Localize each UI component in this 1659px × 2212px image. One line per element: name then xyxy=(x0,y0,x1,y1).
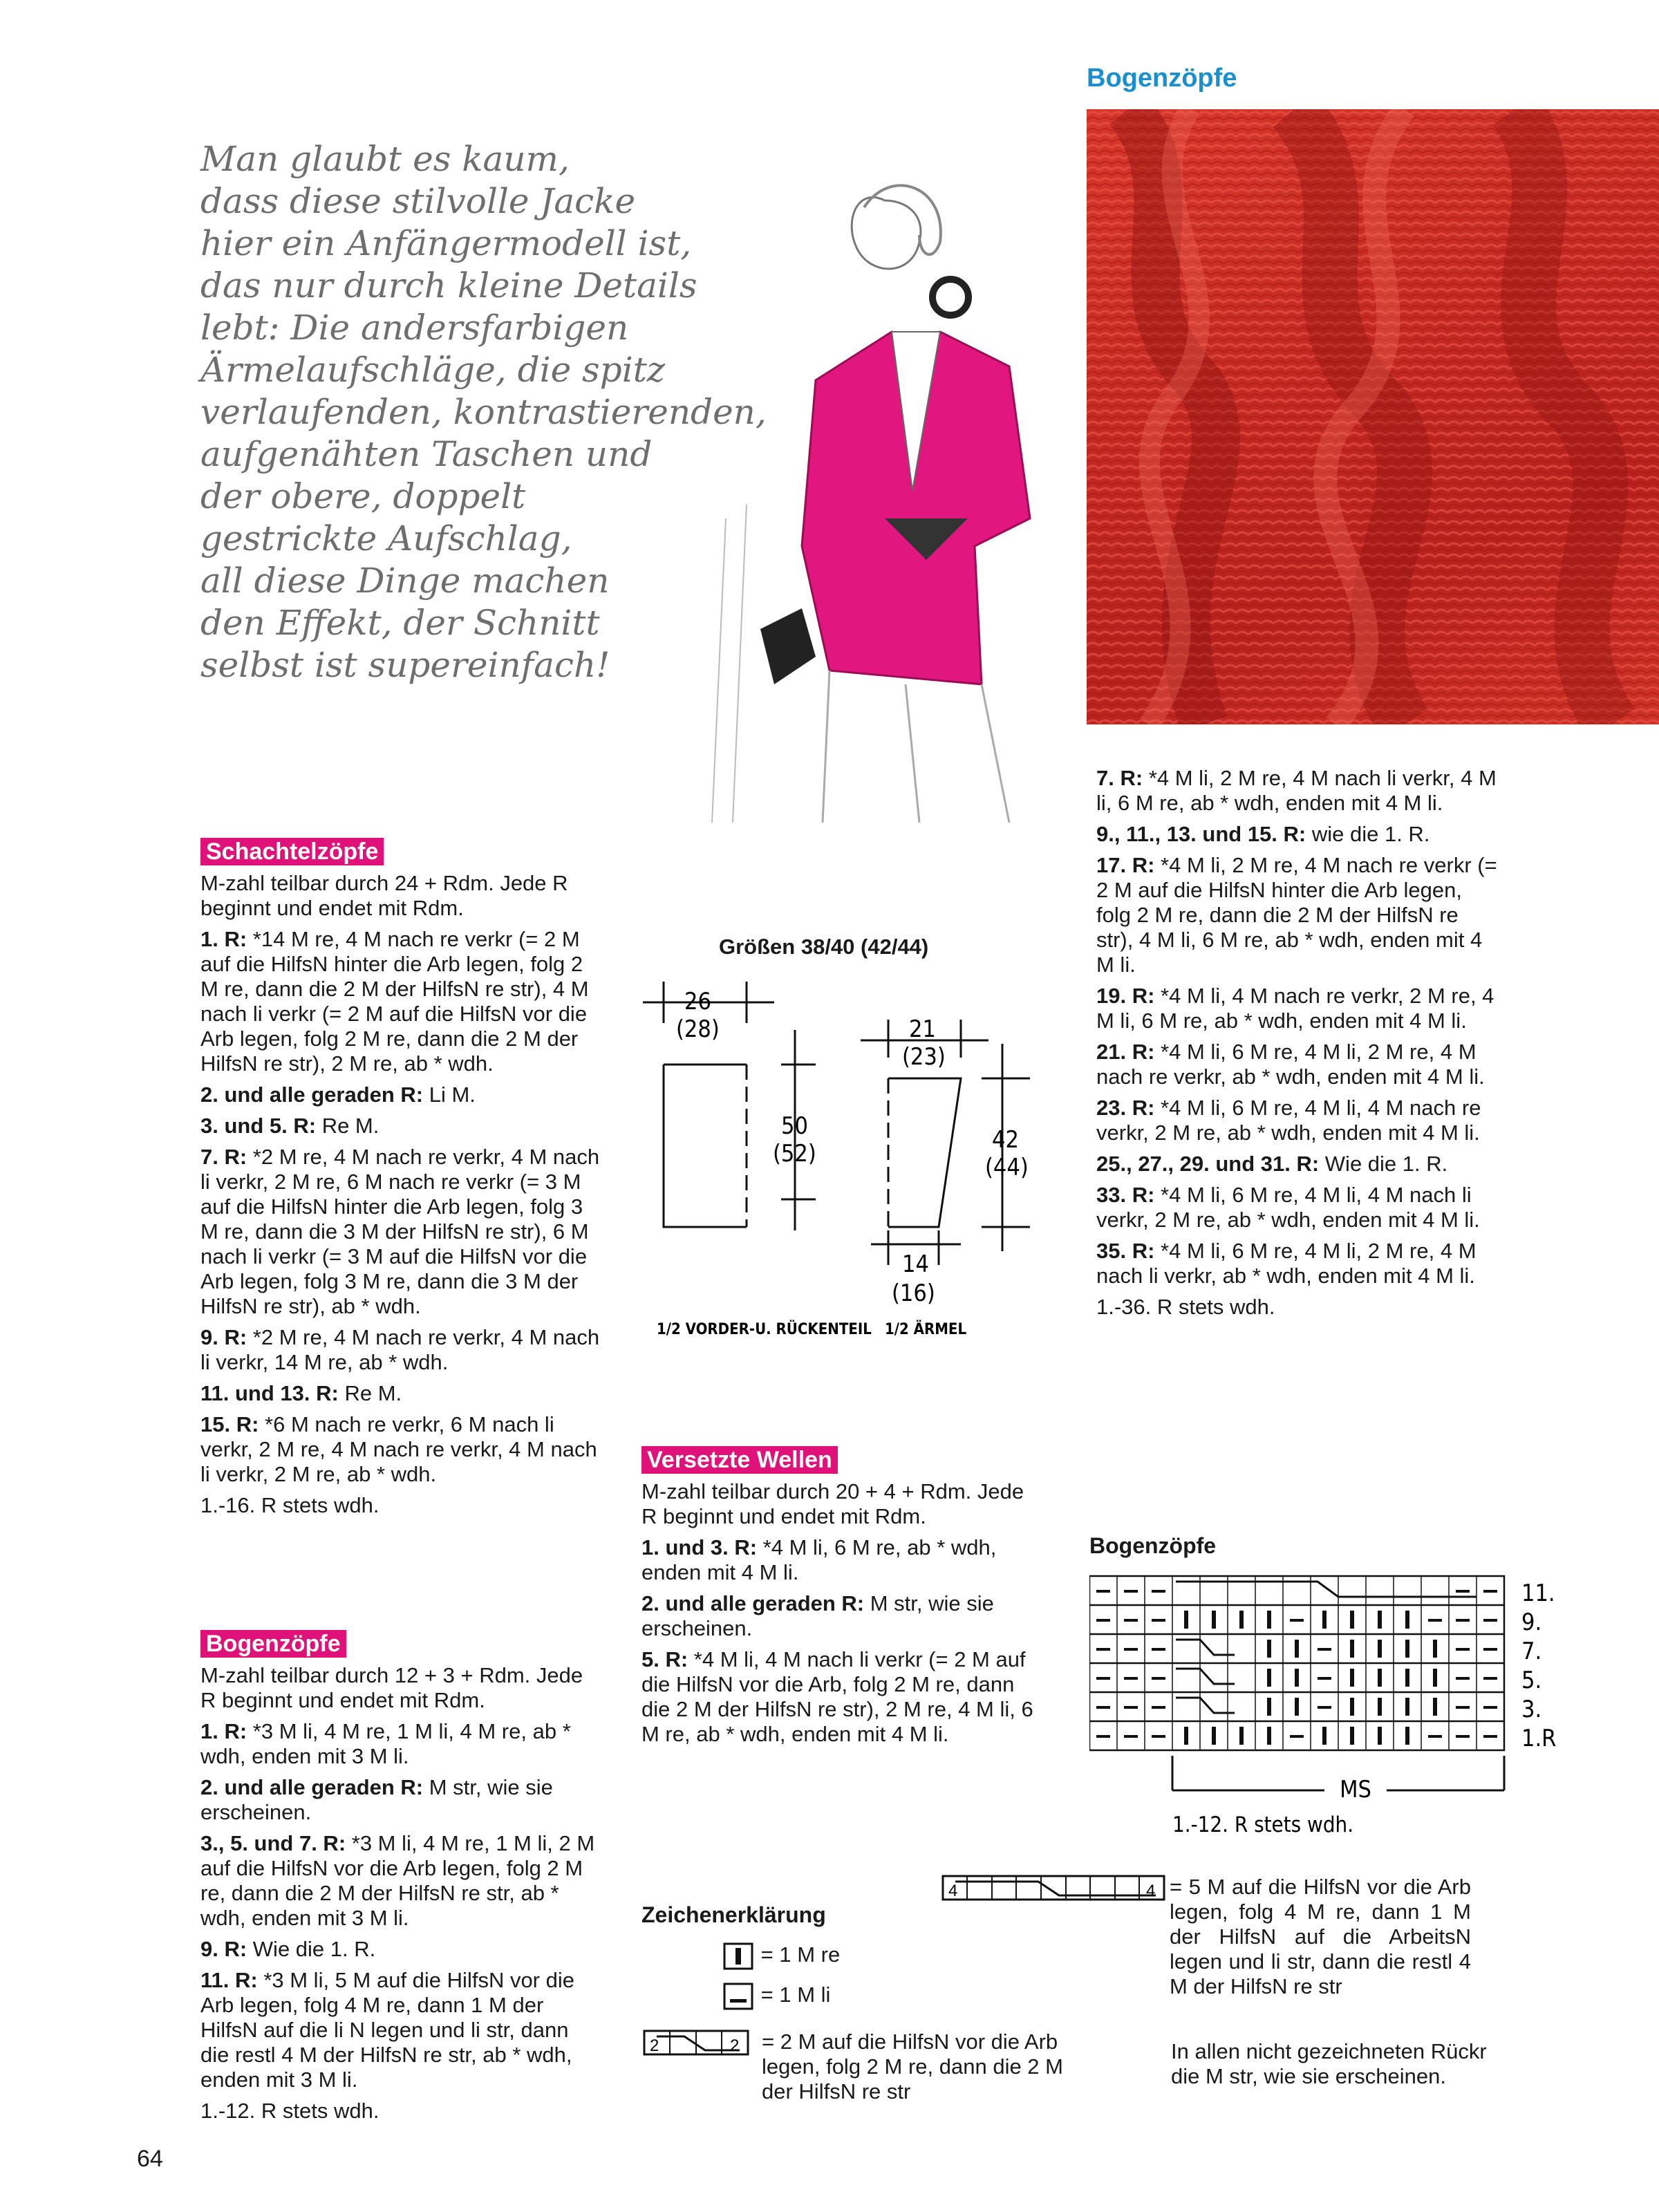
knit-stitch-mark xyxy=(1322,1727,1327,1745)
knit-symbol-icon xyxy=(723,1942,755,1970)
knit-stitch-mark xyxy=(1433,1669,1437,1687)
size-diagram xyxy=(636,968,1065,1355)
right-para: 17. R: *4 M li, 2 M re, 4 M nach re verkr (= 2 M auf die HilfsN hinter die Arb legen, folg 2 M re, dann die 2 M der HilfsN re str), 4 M li, 6 M re, ab * wdh, enden mit 4 M li. xyxy=(1096,853,1497,977)
purl-stitch-mark xyxy=(1096,1590,1110,1593)
sleeve-cuff: 14 xyxy=(902,1250,929,1278)
cable-5-right-num: 4 xyxy=(1146,1882,1156,1900)
page-number: 64 xyxy=(137,2146,163,2172)
legend-note: In allen nicht gezeichneten Rückr die M str, wie sie erscheinen. xyxy=(1171,2039,1487,2088)
knit-stitch-mark xyxy=(1378,1727,1382,1745)
knit-stitch-mark xyxy=(1405,1611,1409,1629)
wellen-para: M-zahl teilbar durch 20 + 4 + Rdm. Jede R beginnt und endet mit Rdm. xyxy=(641,1479,1024,1528)
cable-knit-photo xyxy=(1087,109,1659,724)
knit-stitch-mark xyxy=(1267,1669,1271,1687)
right-para: 33. R: *4 M li, 6 M re, 4 M li, 4 M nach li verkr, 2 M re, ab * wdh, enden mit 4 M li. xyxy=(1096,1183,1480,1232)
sleeve-width: 21 xyxy=(909,1015,936,1043)
wellen-para: 2. und alle geraden R: M str, wie sie erscheinen. xyxy=(641,1591,994,1640)
schachtel-para: 1. R: *14 M re, 4 M nach re verkr (= 2 M auf die HilfsN hinter die Arb legen, folg 2 M re, dann die 2 M der HilfsN re str), 4 M nach li verkr (= 2 M auf die HilfsN vor die Arb legen, folg 2 M re, dann die 2 M der HilfsN re str), 2 M re, ab * wdh. xyxy=(200,927,589,1076)
cable-cross-mark xyxy=(1176,1582,1477,1597)
right-para: 35. R: *4 M li, 6 M re, 4 M li, 2 M re, 4 M nach li verkr, ab * wdh, enden mit 4 M li. xyxy=(1096,1239,1477,1288)
knit-stitch-mark xyxy=(1267,1727,1271,1745)
purl-stitch-mark xyxy=(1318,1706,1331,1709)
bogen-section xyxy=(200,1630,601,2130)
knit-stitch-mark xyxy=(1184,1611,1188,1629)
knit-stitch-mark xyxy=(1295,1640,1299,1658)
front-height-alt: (52) xyxy=(773,1140,816,1168)
bogen-para: M-zahl teilbar durch 12 + 3 + Rdm. Jede R beginnt und endet mit Rdm. xyxy=(200,1663,583,1712)
purl-stitch-mark xyxy=(1428,1735,1442,1738)
purl-stitch-mark xyxy=(1096,1619,1110,1622)
knit-stitch-mark xyxy=(1433,1698,1437,1716)
purl-stitch-mark xyxy=(1124,1706,1138,1709)
purl-stitch-mark xyxy=(1152,1590,1165,1593)
knit-stitch-mark xyxy=(1267,1611,1271,1629)
knit-stitch-mark xyxy=(1350,1727,1354,1745)
bogen-para: 3., 5. und 7. R: *3 M li, 4 M re, 1 M li, 2 M auf die HilfsN vor die Arb legen, folg 2 M re, dann die 2 M der HilfsN re str, ab * wdh, enden mit 3 M li. xyxy=(200,1831,595,1930)
right-para: 21. R: *4 M li, 6 M re, 4 M li, 2 M re, 4 M nach re verkr, ab * wdh, enden mit 4 M li. xyxy=(1096,1040,1485,1089)
knit-stitch-mark xyxy=(1350,1640,1354,1658)
purl-stitch-mark xyxy=(1428,1619,1442,1622)
knit-stitch-mark xyxy=(1212,1611,1216,1629)
right-para: 23. R: *4 M li, 6 M re, 4 M li, 4 M nach re verkr, 2 M re, ab * wdh, enden mit 4 M li. xyxy=(1096,1096,1481,1145)
purl-stitch-mark xyxy=(1124,1735,1138,1738)
sizes-title: Größen 38/40 (42/44) xyxy=(719,935,929,959)
knit-stitch-mark xyxy=(1378,1669,1382,1687)
front-back-label: 1/2 VORDER-U. RÜCKENTEIL xyxy=(657,1321,872,1338)
sleeve-height-alt: (44) xyxy=(985,1154,1029,1181)
sleeve-height: 42 xyxy=(992,1126,1019,1154)
purl-stitch-mark xyxy=(1152,1619,1165,1622)
chart-title: Bogenzöpfe xyxy=(1089,1533,1217,1558)
purl-stitch-mark xyxy=(1152,1648,1165,1651)
purl-stitch-mark xyxy=(1456,1735,1470,1738)
knit-stitch-mark xyxy=(1378,1640,1382,1658)
purl-stitch-mark xyxy=(1483,1735,1497,1738)
purl-stitch-mark xyxy=(1152,1706,1165,1709)
purl-stitch-mark xyxy=(1124,1590,1138,1593)
chart-row-label: 5. xyxy=(1521,1667,1542,1694)
wellen-heading: Versetzte Wellen xyxy=(641,1446,838,1474)
knit-stitch-mark xyxy=(1405,1698,1409,1716)
bogen-para: 1. R: *3 M li, 4 M re, 1 M li, 4 M re, ab * wdh, enden mit 3 M li. xyxy=(200,1719,571,1768)
purl-stitch-mark xyxy=(1124,1677,1138,1680)
legend-knit-text: = 1 M re xyxy=(760,1942,841,1967)
knit-stitch-mark xyxy=(1350,1698,1354,1716)
schachtel-para: 2. und alle geraden R: Li M. xyxy=(200,1082,476,1107)
purl-stitch-mark xyxy=(1483,1677,1497,1680)
chart-row-label: 3. xyxy=(1521,1696,1542,1723)
purl-stitch-mark xyxy=(1096,1677,1110,1680)
purl-stitch-mark xyxy=(1124,1648,1138,1651)
wellen-continued xyxy=(1096,766,1497,1326)
legend-knit xyxy=(723,1942,840,1970)
knit-stitch-mark xyxy=(1295,1698,1299,1716)
right-para: 9., 11., 13. und 15. R: wie die 1. R. xyxy=(1096,822,1430,846)
sleeve-cuff-alt: (16) xyxy=(892,1280,935,1307)
purl-stitch-mark xyxy=(1096,1706,1110,1709)
intro-text: Man glaubt es kaum, dass diese stilvolle Jacke hier ein Anfängermodell ist, das nur durch kleine Details lebt: Die andersfarbigen Ärmelaufschläge, die spitz verlaufenden, kontrastierenden, aufgenähten Taschen und der obere, doppelt gestrickte Aufschlag, all diese Dinge machen den Effekt, der Schnitt selbst ist supereinfach! xyxy=(200,139,767,685)
purl-stitch-mark xyxy=(1096,1735,1110,1738)
right-para: 1.-36. R stets wdh. xyxy=(1096,1295,1275,1319)
right-para: 19. R: *4 M li, 4 M nach re verkr, 2 M re, 4 M li, 6 M re, ab * wdh, enden mit 4 M li. xyxy=(1096,984,1494,1033)
photo-title: Bogenzöpfe xyxy=(1087,64,1237,93)
purl-stitch-mark xyxy=(1483,1590,1497,1593)
cable-cross-mark xyxy=(1176,1698,1235,1713)
schachtel-para: 9. R: *2 M re, 4 M nach re verkr, 4 M nach li verkr, 14 M re, ab * wdh. xyxy=(200,1325,600,1374)
knit-stitch-mark xyxy=(1350,1611,1354,1629)
cable-4-right-num: 2 xyxy=(730,2036,740,2055)
cable-cross-mark xyxy=(1176,1640,1235,1655)
knit-stitch-mark xyxy=(1267,1640,1271,1658)
purl-stitch-mark xyxy=(1318,1677,1331,1680)
knit-stitch-mark xyxy=(1378,1611,1382,1629)
schachtel-heading: Schachtelzöpfe xyxy=(200,838,384,865)
cable-5-symbol-icon xyxy=(941,1875,1170,1902)
right-para: 7. R: *4 M li, 2 M re, 4 M nach li verkr, 4 M li, 6 M re, ab * wdh, enden mit 4 M li. xyxy=(1096,766,1497,815)
wellen-para: 5. R: *4 M li, 4 M nach li verkr (= 2 M auf die HilfsN vor die Arb, folg 2 M re, dann die 2 M der HilfsN re str), 2 M re, 4 M li, 6 M re, ab * wdh, enden mit 4 M li. xyxy=(641,1647,1033,1746)
bogen-para: 9. R: Wie die 1. R. xyxy=(200,1937,376,1961)
ms-label: MS xyxy=(1340,1776,1371,1803)
cable-cross-mark xyxy=(1176,1669,1235,1684)
legend-cable4-text: = 2 M auf die HilfsN vor die Arb legen, folg 2 M re, dann die 2 M der HilfsN re str xyxy=(762,2030,1063,2103)
schachtel-para: M-zahl teilbar durch 24 + Rdm. Jede R beginnt und endet mit Rdm. xyxy=(200,871,568,920)
schachtel-para: 3. und 5. R: Re M. xyxy=(200,1114,379,1138)
bogen-heading: Bogenzöpfe xyxy=(200,1630,346,1658)
chart-row-label: 9. xyxy=(1521,1609,1542,1636)
wellen-section xyxy=(641,1446,1042,1753)
purl-stitch-mark xyxy=(1152,1677,1165,1680)
knit-stitch-mark xyxy=(1184,1727,1188,1745)
knit-stitch-mark xyxy=(1239,1611,1244,1629)
purl-stitch-mark xyxy=(1483,1648,1497,1651)
legend-title: Zeichenerklärung xyxy=(641,1902,826,1927)
sleeve-width-alt: (23) xyxy=(902,1043,946,1071)
bogen-para: 11. R: *3 M li, 5 M auf die HilfsN vor die Arb legen, folg 4 M re, dann 1 M der HilfsN auf die li N legen und li str, dann die restl 4 M der HilfsN re str, ab * wdh, enden mit 3 M li. xyxy=(200,1968,574,2092)
front-height: 50 xyxy=(781,1112,808,1140)
knit-stitch-mark xyxy=(1405,1669,1409,1687)
purl-stitch-mark xyxy=(1483,1706,1497,1709)
right-para: 25., 27., 29. und 31. R: Wie die 1. R. xyxy=(1096,1152,1448,1176)
purl-stitch-mark xyxy=(1318,1648,1331,1651)
purl-stitch-mark xyxy=(1096,1648,1110,1651)
purl-stitch-mark xyxy=(1124,1619,1138,1622)
cable-4-symbol-icon xyxy=(643,2030,753,2057)
knit-stitch-mark xyxy=(1433,1640,1437,1658)
knit-stitch-mark xyxy=(1350,1669,1354,1687)
schachtel-para: 7. R: *2 M re, 4 M nach re verkr, 4 M nach li verkr, 2 M re, 6 M nach re verkr (= 3 M auf die HilfsN hinter die Arb legen, folg 3 M re, dann die 3 M der HilfsN re str), 6 M nach li verkr (= 3 M auf die HilfsN vor die Arb legen, folg 3 M re, dann die 3 M der HilfsN re str), ab * wdh. xyxy=(200,1145,600,1318)
chart-row-label: 7. xyxy=(1521,1638,1542,1665)
knit-stitch-mark xyxy=(1267,1698,1271,1716)
purl-stitch-mark xyxy=(1152,1735,1165,1738)
knit-stitch-mark xyxy=(1239,1727,1244,1745)
knit-stitch-mark xyxy=(1212,1727,1216,1745)
knit-stitch-mark xyxy=(1405,1640,1409,1658)
purl-stitch-mark xyxy=(1456,1590,1470,1593)
knit-stitch-mark xyxy=(1405,1727,1409,1745)
chart-repeat-note: 1.-12. R stets wdh. xyxy=(1172,1812,1354,1837)
schachtel-para: 11. und 13. R: Re M. xyxy=(200,1381,402,1405)
schachtel-section xyxy=(200,838,601,1524)
schachtel-para: 15. R: *6 M nach re verkr, 6 M nach li verkr, 2 M re, 4 M nach re verkr, 4 M nach li verkr, 2 M re, ab * wdh. xyxy=(200,1412,597,1486)
knit-stitch-mark xyxy=(1295,1669,1299,1687)
legend-purl-text: = 1 M li xyxy=(760,1983,831,2007)
purl-stitch-mark xyxy=(1456,1648,1470,1651)
knit-stitch-mark xyxy=(1322,1611,1327,1629)
purl-stitch-mark xyxy=(1290,1619,1304,1622)
legend-cable5-text: = 5 M auf die HilfsN vor die Arb legen, folg 4 M re, dann 1 M der HilfsN auf die ArbeitsN legen und li str, dann die restl 4 M der HilfsN re str xyxy=(1170,1875,1471,1998)
cable-4-left-num: 2 xyxy=(650,2036,659,2055)
purl-symbol-icon xyxy=(723,1983,755,2010)
purl-stitch-mark xyxy=(1290,1735,1304,1738)
cable-knit-texture xyxy=(1087,109,1659,724)
knitting-chart xyxy=(1089,1562,1587,1839)
chart-row-label: 1.R xyxy=(1521,1725,1557,1752)
front-width: 26 xyxy=(684,988,711,1015)
bogen-para: 1.-12. R stets wdh. xyxy=(200,2099,379,2123)
sleeve-label: 1/2 ÄRMEL xyxy=(885,1321,967,1338)
knit-stitch-mark xyxy=(1378,1698,1382,1716)
purl-stitch-mark xyxy=(1456,1677,1470,1680)
legend-purl xyxy=(723,1983,830,2010)
purl-stitch-mark xyxy=(1456,1706,1470,1709)
chart-row-label: 11. xyxy=(1521,1580,1555,1607)
cable-5-left-num: 4 xyxy=(948,1882,958,1900)
schachtel-para: 1.-16. R stets wdh. xyxy=(200,1493,379,1517)
front-width-alt: (28) xyxy=(676,1015,720,1043)
wellen-para: 1. und 3. R: *4 M li, 6 M re, ab * wdh, enden mit 4 M li. xyxy=(641,1535,997,1584)
bogen-para: 2. und alle geraden R: M str, wie sie erscheinen. xyxy=(200,1775,553,1824)
purl-stitch-mark xyxy=(1456,1619,1470,1622)
purl-stitch-mark xyxy=(1483,1619,1497,1622)
